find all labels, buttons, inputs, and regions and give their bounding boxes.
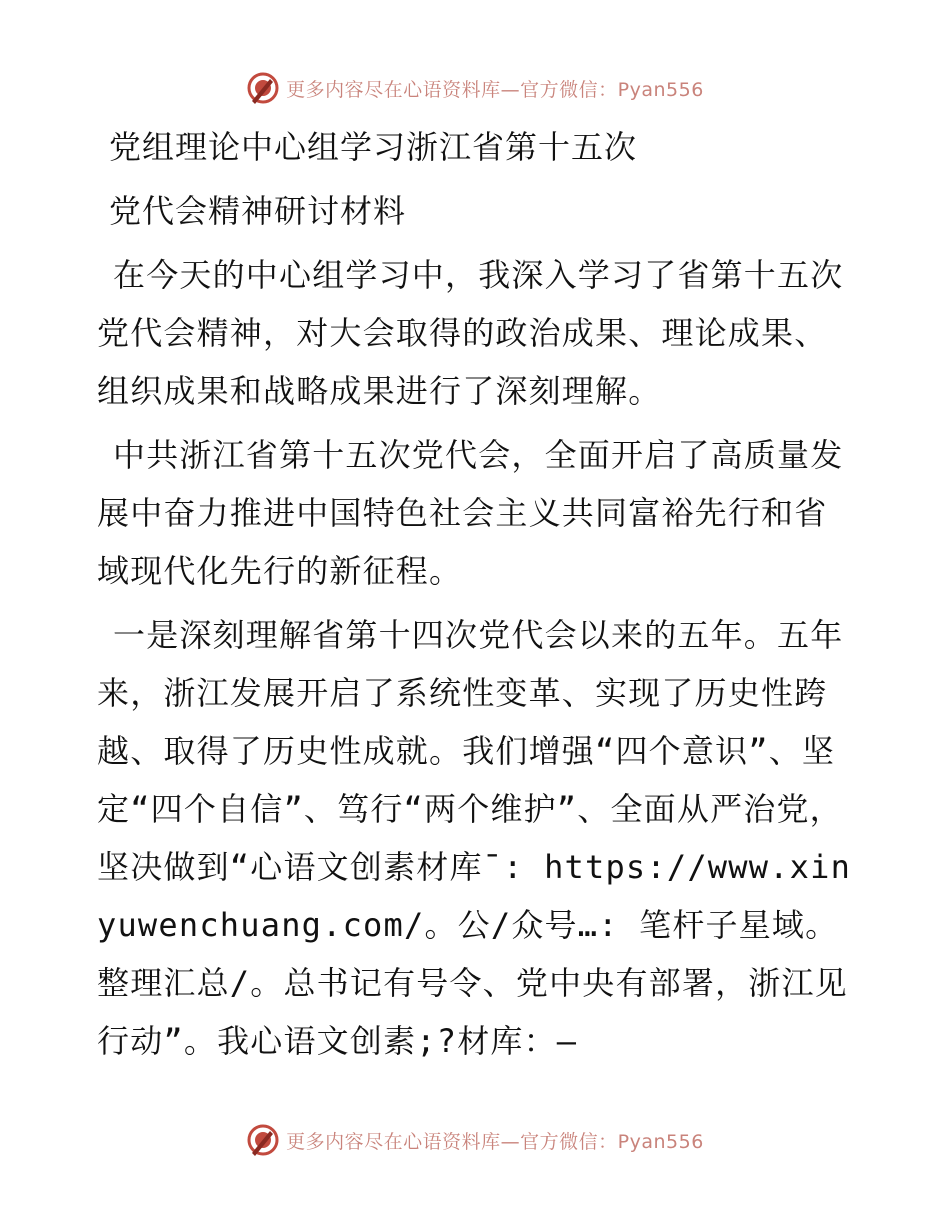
paragraph-3: 一是深刻理解省第十四次党代会以来的五年。五年来，浙江发展开启了系统性变革、实现了历史性跨越、取得了历史性成就。我们增强“四个意识”、坚定“四个自信”、笃行“两个维护”、全面从严治党，坚决做到“心语文创素材库¯: https://www.xinyuwenchuang.com/。公/众号…: 笔杆子星域。整理汇总/。总书记有号令、党中央有部署，浙江见行动”。我心语文创素;?材库：—	[97, 616, 852, 1060]
paragraph-2: 中共浙江省第十五次党代会，全面开启了高质量发展中奋力推进中国特色社会主义共同富裕先行和省域现代化先行的新征程。	[97, 436, 844, 590]
watermark-text: 更多内容尽在心语资料库—官方微信：Pyan556	[286, 78, 704, 101]
title-line-1: 党组理论中心组学习浙江省第十五次	[109, 128, 638, 166]
top-watermark	[0, 68, 950, 108]
pen-seal-icon	[246, 71, 280, 105]
paragraph-1: 在今天的中心组学习中，我深入学习了省第十五次党代会精神，对大会取得的政治成果、理论成果、组织成果和战略成果进行了深刻理解。	[97, 256, 844, 410]
pen-seal-icon	[246, 1123, 280, 1157]
document-title	[97, 122, 857, 236]
bottom-watermark	[0, 1120, 950, 1160]
title-line-2: 党代会精神研讨材料	[109, 192, 407, 230]
document-body	[97, 122, 857, 1070]
watermark-text: 更多内容尽在心语资料库—官方微信：Pyan556	[286, 1130, 704, 1153]
